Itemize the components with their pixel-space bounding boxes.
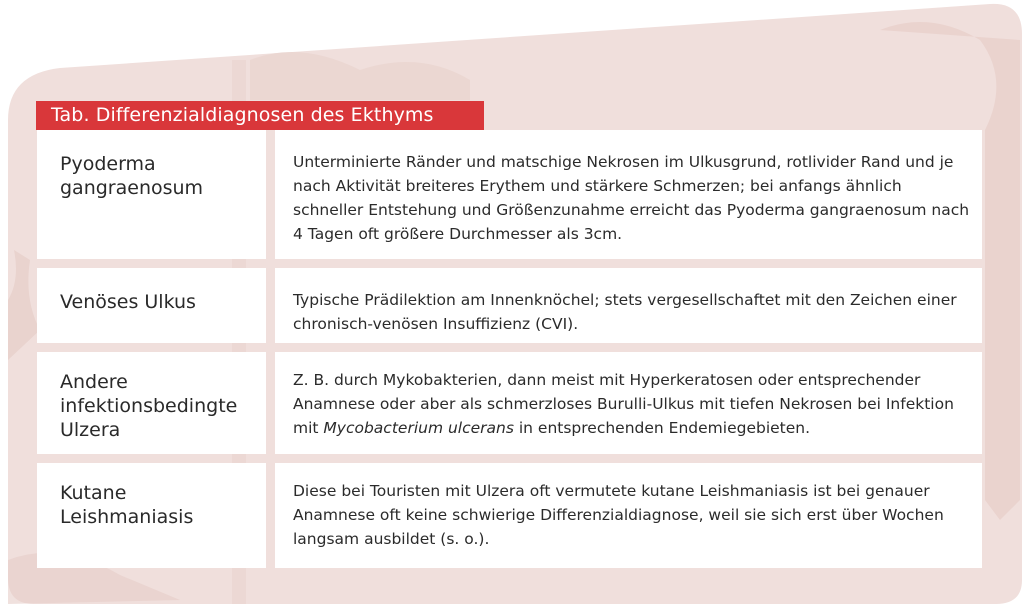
table-row — [37, 463, 982, 568]
term-cell: Kutane Leishmaniasis — [37, 463, 266, 568]
description-cell: Typische Prädilektion am Innenknöchel; stets vergesellschaftet mit den Zeichen einer chronisch-venösen Insuffizienz (CVI). — [275, 268, 982, 343]
description-cell: Diese bei Touristen mit Ulzera oft vermutete kutane Leishmaniasis ist bei genauer Anamnese oft keine schwierige Differenzialdiagnose, weil sie sich erst über Wochen langsam ausbildet (s. o.). — [275, 463, 982, 568]
table-title: Tab. Differenzialdiagnosen des Ekthyms — [36, 101, 484, 130]
table-row — [37, 130, 982, 259]
description-cell — [275, 352, 982, 454]
term-cell: Pyoderma gangraenosum — [37, 130, 266, 259]
species-name: Mycobacterium ulcerans — [323, 419, 514, 437]
description-text: Z. B. durch Mykobakterien, dann meist mit Hyperkeratosen oder entsprechender Anamnese oder aber als schmerzloses Burulli-Ulkus mit tiefen Nekrosen bei Infektion mit — [293, 371, 954, 437]
table-row — [37, 268, 982, 343]
term-cell: Andere infektionsbedingte Ulzera — [37, 352, 266, 454]
term-cell: Venöses Ulkus — [37, 268, 266, 343]
description-cell: Unterminierte Ränder und matschige Nekrosen im Ulkusgrund, rotlivider Rand und je nach Aktivität breiteres Erythem und stärkere Schmerzen; bei anfangs ähnlich schneller Entstehung und Größenzunahme erreicht das Pyoderma gangraenosum nach 4 Tagen oft größere Durchmesser als 3cm. — [275, 130, 982, 259]
table-row — [37, 352, 982, 454]
description-text: in entsprechenden Endemiegebieten. — [513, 419, 811, 437]
